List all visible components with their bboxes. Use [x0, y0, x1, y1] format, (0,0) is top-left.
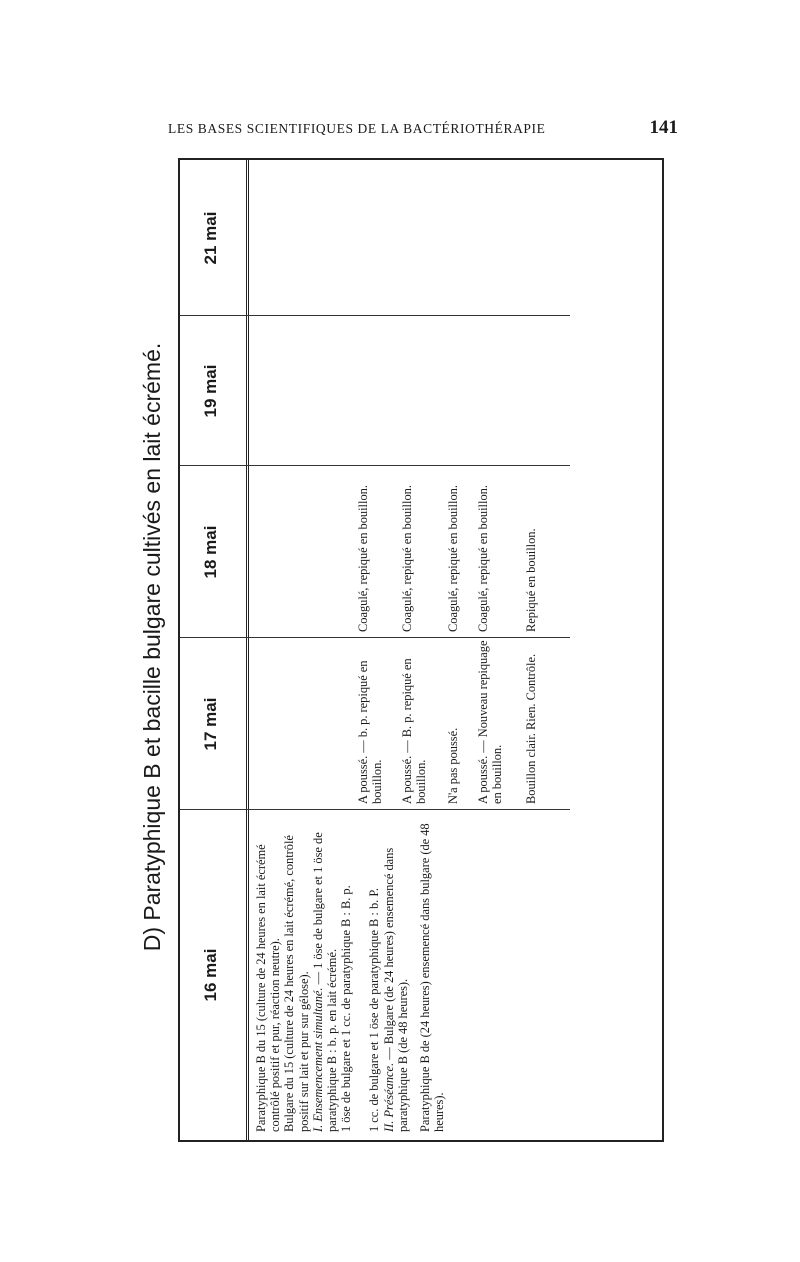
row-3-description: 1 cc. de bulgare et 1 öse de paratyphique B : b. P. [367, 888, 382, 1132]
running-head-title: LES BASES SCIENTIFIQUES DE LA BACTÉRIOTHÉRAPIE [168, 121, 546, 136]
row-4-text: — Bulgare (de 24 heures) ensemencé dans paratyphique B (de 48 heures). [381, 847, 410, 1132]
row-4-label: II. Préséance. [381, 1062, 396, 1132]
cell-18-row-5: Bouillon clair. Rien. Contrôle. [524, 653, 538, 804]
running-head [168, 117, 678, 141]
cell-17-row-5: Repiqué en bouillon. [524, 528, 538, 632]
row-4-description [382, 816, 410, 1132]
column-divider [180, 465, 570, 466]
row-2-description: 1 öse de bulgare et 1 cc. de paratyphique B : B. p. [339, 885, 354, 1132]
results-table [178, 158, 664, 1142]
row-5-description: Paratyphique B de (24 heures) ensemencé dans bulgare (de 48 heures). [418, 823, 447, 1132]
cell-17-row-2: Coagulé, repiqué en bouillon. [400, 485, 414, 632]
header-18-mai: 18 mai [201, 525, 220, 579]
header-rule [246, 160, 249, 1140]
column-divider [180, 315, 570, 316]
column-divider [180, 637, 570, 638]
header-19-mai: 19 mai [201, 364, 220, 418]
cell-17-row-1: Coagulé, repiqué en bouillon. [356, 485, 370, 632]
table-caption: D) Paratyphique B et bacille bulgare cultivés en lait écrémé. [139, 342, 165, 952]
row-1-text: — 1 öse de bulgare et 1 öse de paratyphique B : b. p. en lait écrémé. [310, 832, 340, 1132]
header-16-mai: 16 mai [201, 948, 220, 1002]
cell-18-row-4: A poussé. — Nouveau repiquage en bouillon. [476, 640, 505, 804]
cell-17-row-3: Coagulé, repiqué en bouillon. [446, 485, 460, 632]
row-1-description [311, 816, 339, 1132]
row-1-label: I. Ensemencement simultané. [310, 987, 325, 1132]
cell-16-mai [254, 816, 446, 1132]
culture-bulgare: Bulgare du 15 (culture de 24 heures en lait écrémé, contrôlé positif sur lait et pur sur gélose). [282, 835, 311, 1132]
cell-18-row-2: A poussé. — B. p. repiqué en bouillon. [400, 658, 429, 804]
rotated-table-block [130, 142, 670, 1152]
header-17-mai: 17 mai [201, 697, 220, 751]
page-number: 141 [649, 117, 678, 138]
cell-18-row-3: N'a pas poussé. [446, 727, 460, 804]
cell-17-row-4: Coagulé, repiqué en bouillon. [476, 485, 490, 632]
cell-18-row-1: A poussé. — b. p. repiqué en bouillon. [356, 660, 385, 804]
culture-paratyphique: Paratyphique B du 15 (culture de 24 heures en lait écrémé contrôlé positif et pur, réaction neutre). [254, 844, 283, 1132]
column-divider [180, 809, 570, 810]
header-21-mai: 21 mai [201, 211, 220, 265]
